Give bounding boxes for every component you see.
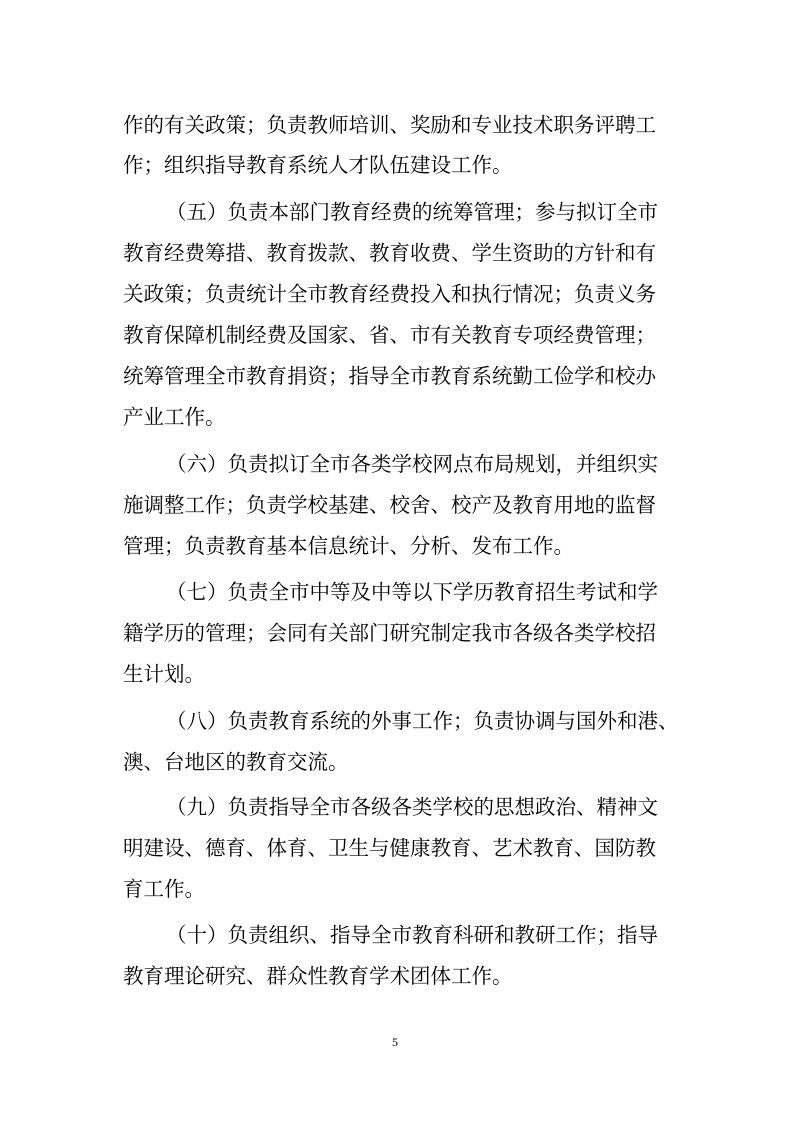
text-line: 教育理论研究、群众性教育学术团体工作。 <box>123 964 513 988</box>
paragraph-eight-start: （八）负责教育系统的外事工作；负责协调与国外和港、 <box>166 709 679 733</box>
text-line: 作；组织指导教育系统人才队伍建设工作。 <box>123 153 513 177</box>
text-line: 澳、台地区的教育交流。 <box>123 750 349 774</box>
paragraph-nine-start: （九）负责指导全市各级各类学校的思想政治、精神文 <box>166 795 658 819</box>
text-line: 生计划。 <box>123 662 205 686</box>
text-line: 作的有关政策；负责教师培训、奖励和专业技术职务评聘工 <box>123 113 656 137</box>
text-line: 管理；负责教育基本信息统计、分析、发布工作。 <box>123 534 574 558</box>
paragraph-five-start: （五）负责本部门教育经费的统筹管理；参与拟订全市 <box>166 200 658 224</box>
paragraph-six-start: （六）负责拟订全市各类学校网点布局规划，并组织实 <box>166 452 658 476</box>
text-line: 教育保障机制经费及国家、省、市有关教育专项经费管理； <box>123 323 656 347</box>
text-line: 统筹管理全市教育捐资；指导全市教育系统勤工俭学和校办 <box>123 364 656 388</box>
text-line: 产业工作。 <box>123 405 226 429</box>
text-line: 施调整工作；负责学校基建、校舍、校产及教育用地的监督 <box>123 493 656 517</box>
paragraph-seven-start: （七）负责全市中等及中等以下学历教育招生考试和学 <box>166 580 658 604</box>
text-line: 育工作。 <box>123 877 205 901</box>
page-number: 5 <box>392 1035 398 1049</box>
text-line: 关政策；负责统计全市教育经费投入和执行情况；负责义务 <box>123 282 656 306</box>
text-line: 籍学历的管理；会同有关部门研究制定我市各级各类学校招 <box>123 621 656 645</box>
text-line: 明建设、德育、体育、卫生与健康教育、艺术教育、国防教 <box>123 836 656 860</box>
text-line: 教育经费筹措、教育拨款、教育收费、学生资助的方针和有 <box>123 241 656 265</box>
paragraph-ten-start: （十）负责组织、指导全市教育科研和教研工作；指导 <box>166 923 658 947</box>
